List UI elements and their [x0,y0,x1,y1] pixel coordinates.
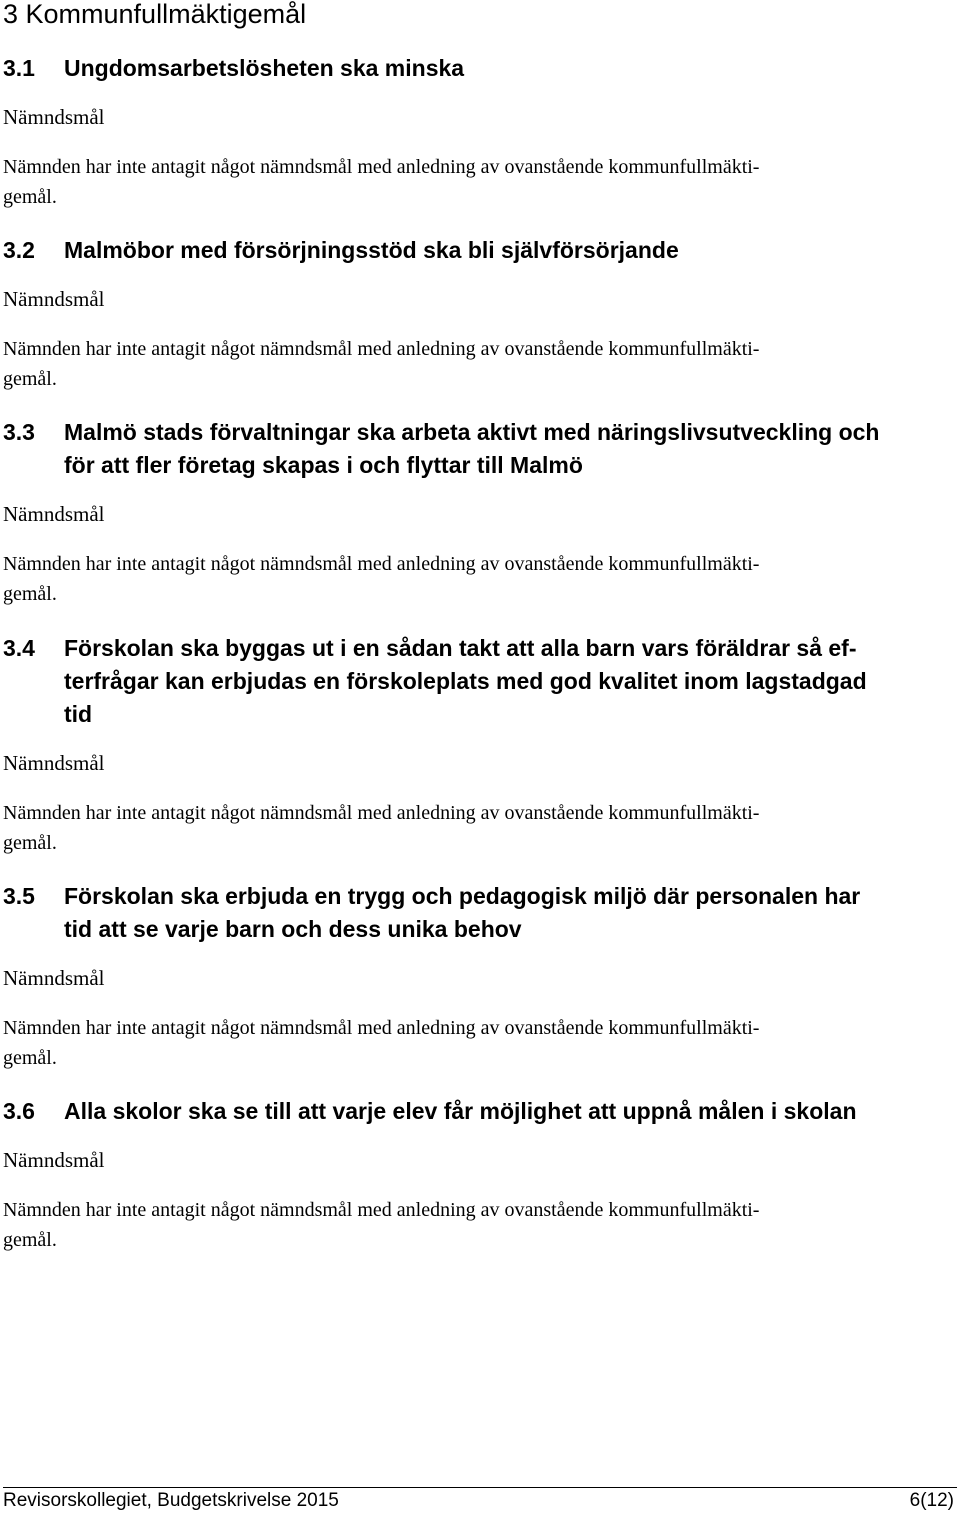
goal-label: Nämndsmål [3,966,105,990]
goal-text [0,334,960,394]
section-number: 3.4 [3,635,35,661]
section-title [64,234,960,267]
goal-text-line: Nämnden har inte antagit något nämndsmål med anledning av ovanstående kommunfullmäkti- [3,553,760,575]
goal-text-line: Nämnden har inte antagit något nämndsmål med anledning av ovanstående kommunfullmäkti- [3,1199,760,1221]
goal-label: Nämndsmål [3,105,105,129]
section-3-6 [0,1095,960,1255]
section-heading [0,416,960,482]
goal-text-line: gemål. [3,832,57,854]
section-3-5 [0,880,960,1073]
section-title [64,632,960,731]
goal-text-line: gemål. [3,1047,57,1069]
goal-text [0,1195,960,1255]
section-title-line: tid att se varje barn och dess unika behov [64,916,522,942]
goal-text [0,549,960,609]
section-title [64,416,960,482]
section-title-line: Förskolan ska byggas ut i en sådan takt att alla barn vars föräldrar så ef- [64,635,857,661]
section-title-line: Alla skolor ska se till att varje elev får möjlighet att uppnå målen i skolan [64,1098,857,1124]
goal-text-line: Nämnden har inte antagit något nämndsmål med anledning av ovanstående kommunfullmäkti- [3,156,760,178]
goal-text-line: Nämnden har inte antagit något nämndsmål med anledning av ovanstående kommunfullmäkti- [3,338,760,360]
section-number: 3.2 [3,237,35,263]
section-title [64,880,960,946]
goal-label: Nämndsmål [3,751,105,775]
section-number: 3.5 [3,883,35,909]
goal-text [0,798,960,858]
goal-text-line: gemål. [3,1229,57,1251]
section-heading [0,632,960,731]
goal-text [0,152,960,212]
goal-text-line: Nämnden har inte antagit något nämndsmål med anledning av ovanstående kommunfullmäkti- [3,1017,760,1039]
section-heading [0,880,960,946]
chapter-title: 3 Kommunfullmäktigemål [3,0,307,29]
section-heading [0,234,960,267]
section-3-4 [0,632,960,858]
section-title-line: terfrågar kan erbjudas en förskoleplats med god kvalitet inom lagstadgad [64,668,867,694]
section-title-line: Förskolan ska erbjuda en trygg och pedagogisk miljö där personalen har [64,883,861,909]
section-3-2 [0,234,960,394]
section-title-line: för att fler företag skapas i och flyttar till Malmö [64,452,583,478]
goal-label: Nämndsmål [3,287,105,311]
section-title [64,52,960,85]
section-heading [0,52,960,85]
section-title-line: Ungdomsarbetslösheten ska minska [64,55,465,81]
section-title [64,1095,960,1128]
goal-text-line: Nämnden har inte antagit något nämndsmål med anledning av ovanstående kommunfullmäkti- [3,802,760,824]
section-title-line: Malmöbor med försörjningsstöd ska bli självförsörjande [64,237,679,263]
goal-text-line: gemål. [3,368,57,390]
goal-text [0,1013,960,1073]
footer-page-number: 6(12) [909,1490,954,1511]
section-title-line: tid [64,701,93,727]
section-3-1 [0,52,960,212]
section-number: 3.1 [3,55,35,81]
section-number: 3.6 [3,1098,35,1124]
goal-text-line: gemål. [3,186,57,208]
goal-label: Nämndsmål [3,502,105,526]
section-heading [0,1095,960,1128]
section-number: 3.3 [3,419,35,445]
goal-text-line: gemål. [3,583,57,605]
footer-document-title: Revisorskollegiet, Budgetskrivelse 2015 [3,1490,339,1511]
section-3-3 [0,416,960,609]
section-title-line: Malmö stads förvaltningar ska arbeta aktivt med näringslivsutveckling och [64,419,880,445]
goal-label: Nämndsmål [3,1148,105,1172]
footer-divider [3,1487,957,1488]
